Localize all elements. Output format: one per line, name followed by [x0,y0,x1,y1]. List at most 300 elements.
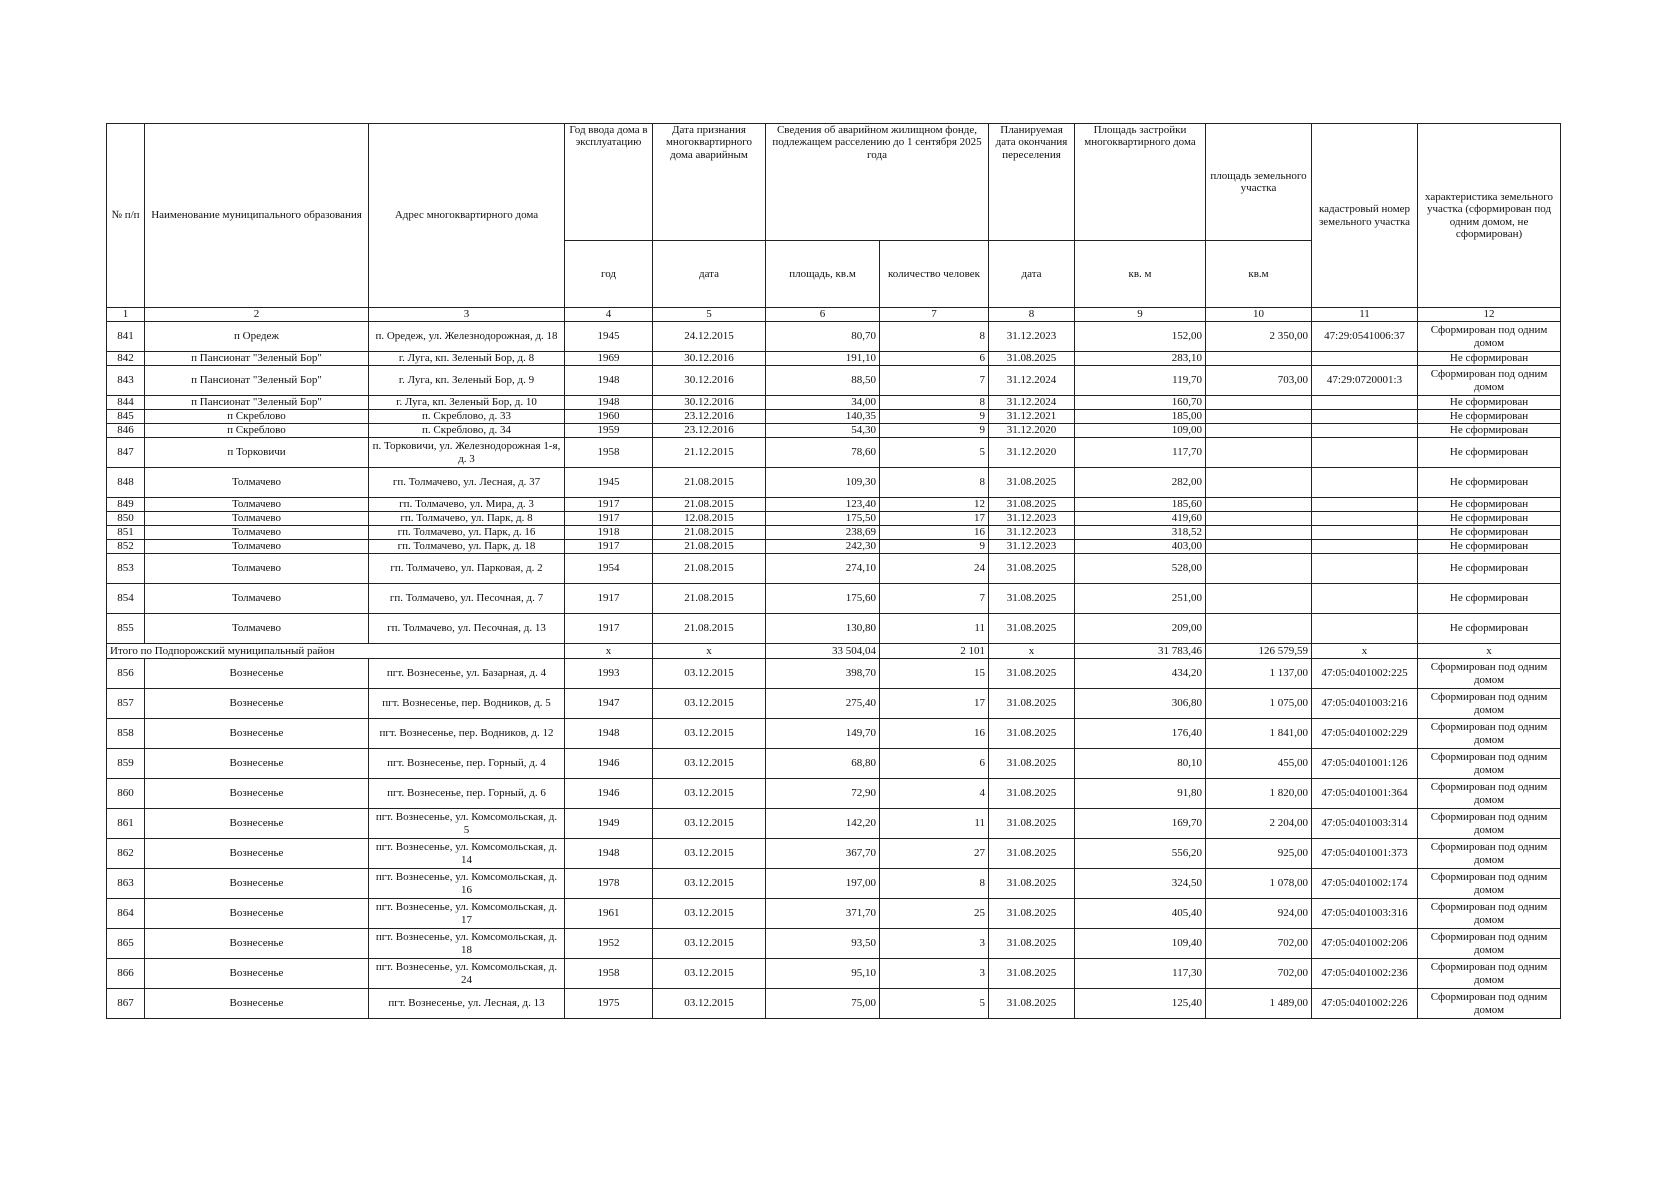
cell-area: 109,30 [766,468,880,498]
cell-plan-date: 31.12.2023 [989,540,1075,554]
cell-municipality: Вознесенье [145,659,369,689]
cell-cadastral-number [1312,424,1418,438]
cell-build-area: 91,80 [1075,779,1206,809]
cell-people: 8 [880,468,989,498]
cell-land-area [1206,468,1312,498]
cell-build-area: 209,00 [1075,614,1206,644]
cell-row-num: 864 [107,899,145,929]
cell-plan-date: 31.08.2025 [989,869,1075,899]
cell-municipality: Вознесенье [145,809,369,839]
column-number: 2 [145,308,369,322]
cell-year: 1945 [565,468,653,498]
cell-area: 175,50 [766,512,880,526]
cell-area: 191,10 [766,352,880,366]
col-header-date: Дата признания многоквартирного дома аварийным [653,124,766,241]
cell-characteristic: Сформирован под одним домом [1418,959,1561,989]
cell-land-area: 1 841,00 [1206,719,1312,749]
cell-year: 1917 [565,540,653,554]
cell-people: 17 [880,512,989,526]
cell-municipality: Вознесенье [145,689,369,719]
cell-row-num: 865 [107,929,145,959]
table-row [107,899,1561,929]
cell-characteristic: Сформирован под одним домом [1418,899,1561,929]
col-header-characteristic: характеристика земельного участка (сформирован под одним домом, не сформирован) [1418,124,1561,308]
cell-land-area: 1 489,00 [1206,989,1312,1019]
cell-characteristic: Не сформирован [1418,614,1561,644]
cell-row-num: 854 [107,584,145,614]
cell-land-area [1206,396,1312,410]
cell-year: 1975 [565,989,653,1019]
cell-plan-date: 31.08.2025 [989,929,1075,959]
table-row [107,959,1561,989]
cell-municipality: п Пансионат "Зеленый Бор" [145,366,369,396]
cell-area: 80,70 [766,322,880,352]
cell-municipality: Толмачево [145,512,369,526]
cell-people: 6 [880,749,989,779]
cell-date: 30.12.2016 [653,396,766,410]
cell-land-area: 702,00 [1206,959,1312,989]
col-header-num: № п/п [107,124,145,308]
cell-date: 21.08.2015 [653,526,766,540]
cell-area: 238,69 [766,526,880,540]
cell-cadastral-number [1312,410,1418,424]
column-number: 7 [880,308,989,322]
cell-build-area: 419,60 [1075,512,1206,526]
cell-year: 1917 [565,512,653,526]
cell-area: 149,70 [766,719,880,749]
cell-date: 21.08.2015 [653,554,766,584]
cell-cadastral-number [1312,498,1418,512]
cell-cadastral-number [1312,526,1418,540]
cell-row-num: 847 [107,438,145,468]
cell-year: 1917 [565,498,653,512]
cell-characteristic: Сформирован под одним домом [1418,989,1561,1019]
cell-build-area: 80,10 [1075,749,1206,779]
cell-cadastral-number [1312,352,1418,366]
cell-land-area [1206,512,1312,526]
cell-date: 03.12.2015 [653,659,766,689]
cell-year: 1954 [565,554,653,584]
cell-date: 03.12.2015 [653,719,766,749]
cell-land-area: 1 075,00 [1206,689,1312,719]
column-number: 5 [653,308,766,322]
cell-plan-date: 31.12.2020 [989,438,1075,468]
table-row [107,352,1561,366]
cell-land-area [1206,614,1312,644]
cell-year: 1947 [565,689,653,719]
cell-land-area: 1 078,00 [1206,869,1312,899]
cell-build-area: 318,52 [1075,526,1206,540]
cell-date: 24.12.2015 [653,322,766,352]
cell-land-area: 1 820,00 [1206,779,1312,809]
cell-cadastral-number: 47:05:0401003:216 [1312,689,1418,719]
cell-cadastral-number: 47:05:0401001:126 [1312,749,1418,779]
cell-address: п. Скреблово, д. 34 [369,424,565,438]
cell-year: 1917 [565,614,653,644]
cell-cadastral-number [1312,584,1418,614]
cell-build-area: 283,10 [1075,352,1206,366]
cell-build-area: 119,70 [1075,366,1206,396]
cell-plan-date: 31.12.2023 [989,526,1075,540]
cell-people: 3 [880,959,989,989]
cell-area: 398,70 [766,659,880,689]
cell-address: п. Торковичи, ул. Железнодорожная 1-я, д. 3 [369,438,565,468]
cell-row-num: 862 [107,839,145,869]
cell-date: 03.12.2015 [653,899,766,929]
col-header-build: Площадь застройки многоквартирного дома [1075,124,1206,241]
cell-row-num: 843 [107,366,145,396]
column-number: 10 [1206,308,1312,322]
cell-cadastral-number: 47:05:0401002:174 [1312,869,1418,899]
cell-land-area: 925,00 [1206,839,1312,869]
cell-area: 175,60 [766,584,880,614]
cell-row-num: 858 [107,719,145,749]
cell-address: пгт. Вознесенье, пер. Водников, д. 12 [369,719,565,749]
cell-address: гп. Толмачево, ул. Парк, д. 18 [369,540,565,554]
cell-characteristic: Не сформирован [1418,396,1561,410]
cell-address: пгт. Вознесенье, ул. Комсомольская, д. 16 [369,869,565,899]
cell-characteristic: Сформирован под одним домом [1418,839,1561,869]
cell-row-num: 856 [107,659,145,689]
col-header-plan: Планируемая дата окончания переселения [989,124,1075,241]
column-number: 6 [766,308,880,322]
cell-land-area: 2 204,00 [1206,809,1312,839]
register-table [106,123,1561,1019]
cell-people: 16 [880,526,989,540]
cell-area: 371,70 [766,899,880,929]
cell-row-num: 861 [107,809,145,839]
cell-municipality: Толмачево [145,526,369,540]
table-row [107,719,1561,749]
cell-row-num: 841 [107,322,145,352]
cell-municipality: п Пансионат "Зеленый Бор" [145,352,369,366]
cell-people: 17 [880,689,989,719]
cell-year: 1948 [565,719,653,749]
cell-date: 21.08.2015 [653,498,766,512]
cell-date: 30.12.2016 [653,366,766,396]
cell-characteristic: Не сформирован [1418,512,1561,526]
cell-row-num: 863 [107,869,145,899]
cell-address: пгт. Вознесенье, пер. Горный, д. 6 [369,779,565,809]
cell-row-num: 849 [107,498,145,512]
column-number: 3 [369,308,565,322]
cell-date: 21.08.2015 [653,540,766,554]
cell-land-area: 2 350,00 [1206,322,1312,352]
cell-plan-date: 31.08.2025 [989,989,1075,1019]
cell-people: 11 [880,614,989,644]
cell-land-area: 924,00 [1206,899,1312,929]
total-body [107,644,1561,659]
cell-build-area: 152,00 [1075,322,1206,352]
table-row [107,989,1561,1019]
subheader-date: дата [653,241,766,308]
cell-build-area: 176,40 [1075,719,1206,749]
total-area: 33 504,04 [766,644,880,659]
column-number: 11 [1312,308,1418,322]
column-number: 12 [1418,308,1561,322]
table-row [107,498,1561,512]
cell-people: 11 [880,809,989,839]
cell-date: 03.12.2015 [653,929,766,959]
cell-people: 24 [880,554,989,584]
cell-plan-date: 31.08.2025 [989,719,1075,749]
cell-row-num: 848 [107,468,145,498]
cell-build-area: 160,70 [1075,396,1206,410]
cell-date: 03.12.2015 [653,779,766,809]
cell-row-num: 851 [107,526,145,540]
cell-date: 03.12.2015 [653,749,766,779]
cell-land-area: 455,00 [1206,749,1312,779]
cell-municipality: Вознесенье [145,869,369,899]
cell-address: г. Луга, кп. Зеленый Бор, д. 8 [369,352,565,366]
cell-people: 8 [880,396,989,410]
total-build: 31 783,46 [1075,644,1206,659]
cell-characteristic: Сформирован под одним домом [1418,719,1561,749]
cell-municipality: Толмачево [145,614,369,644]
table-row [107,749,1561,779]
cell-characteristic: Не сформирован [1418,526,1561,540]
cell-plan-date: 31.12.2024 [989,366,1075,396]
cell-plan-date: 31.08.2025 [989,584,1075,614]
cell-cadastral-number [1312,512,1418,526]
column-number-row [107,308,1561,322]
cell-year: 1952 [565,929,653,959]
cell-area: 275,40 [766,689,880,719]
cell-people: 7 [880,584,989,614]
cell-area: 72,90 [766,779,880,809]
cell-year: 1948 [565,396,653,410]
cell-people: 9 [880,540,989,554]
cell-cadastral-number: 47:05:0401001:364 [1312,779,1418,809]
total-date: x [653,644,766,659]
cell-build-area: 251,00 [1075,584,1206,614]
cell-address: гп. Толмачево, ул. Парковая, д. 2 [369,554,565,584]
cell-row-num: 855 [107,614,145,644]
cell-characteristic: Сформирован под одним домом [1418,809,1561,839]
cell-people: 9 [880,424,989,438]
cell-characteristic: Не сформирован [1418,498,1561,512]
cell-characteristic: Не сформирован [1418,424,1561,438]
cell-characteristic: Сформирован под одним домом [1418,689,1561,719]
total-row [107,644,1561,659]
cell-year: 1960 [565,410,653,424]
table-row [107,366,1561,396]
cell-build-area: 556,20 [1075,839,1206,869]
cell-cadastral-number: 47:05:0401002:206 [1312,929,1418,959]
cell-municipality: п Скреблово [145,424,369,438]
cell-build-area: 117,70 [1075,438,1206,468]
cell-year: 1949 [565,809,653,839]
cell-cadastral-number [1312,554,1418,584]
cell-row-num: 866 [107,959,145,989]
cell-plan-date: 31.08.2025 [989,809,1075,839]
column-number: 4 [565,308,653,322]
cell-year: 1948 [565,839,653,869]
cell-area: 274,10 [766,554,880,584]
cell-build-area: 434,20 [1075,659,1206,689]
cell-cadastral-number: 47:05:0401002:226 [1312,989,1418,1019]
cell-build-area: 109,00 [1075,424,1206,438]
cell-plan-date: 31.08.2025 [989,554,1075,584]
cell-date: 03.12.2015 [653,989,766,1019]
table-row [107,554,1561,584]
cell-municipality: Вознесенье [145,929,369,959]
table-row [107,424,1561,438]
cell-characteristic: Сформирован под одним домом [1418,366,1561,396]
col-header-land: площадь земельного участка [1206,124,1312,241]
table-row [107,584,1561,614]
table-row [107,839,1561,869]
cell-cadastral-number: 47:05:0401002:229 [1312,719,1418,749]
col-header-address: Адрес многоквартирного дома [369,124,565,308]
cell-plan-date: 31.12.2021 [989,410,1075,424]
cell-plan-date: 31.08.2025 [989,959,1075,989]
cell-address: г. Луга, кп. Зеленый Бор, д. 9 [369,366,565,396]
cell-build-area: 169,70 [1075,809,1206,839]
cell-row-num: 867 [107,989,145,1019]
table-row [107,929,1561,959]
cell-people: 25 [880,899,989,929]
cell-date: 03.12.2015 [653,809,766,839]
table-row [107,468,1561,498]
total-plan: x [989,644,1075,659]
cell-row-num: 857 [107,689,145,719]
col-header-cadastral: кадастровый номер земельного участка [1312,124,1418,308]
cell-area: 142,20 [766,809,880,839]
cell-address: гп. Толмачево, ул. Мира, д. 3 [369,498,565,512]
cell-characteristic: Не сформирован [1418,584,1561,614]
cell-year: 1959 [565,424,653,438]
cell-build-area: 282,00 [1075,468,1206,498]
cell-area: 78,60 [766,438,880,468]
total-year: x [565,644,653,659]
cell-address: пгт. Вознесенье, ул. Комсомольская, д. 18 [369,929,565,959]
cell-plan-date: 31.12.2020 [989,424,1075,438]
cell-people: 5 [880,438,989,468]
table-row [107,396,1561,410]
cell-address: гп. Толмачево, ул. Песочная, д. 7 [369,584,565,614]
cell-cadastral-number: 47:05:0401002:225 [1312,659,1418,689]
cell-address: пгт. Вознесенье, пер. Горный, д. 4 [369,749,565,779]
cell-date: 12.08.2015 [653,512,766,526]
cell-municipality: Вознесенье [145,989,369,1019]
cell-municipality: Толмачево [145,584,369,614]
table-row [107,512,1561,526]
cell-address: гп. Толмачево, ул. Лесная, д. 37 [369,468,565,498]
cell-municipality: Вознесенье [145,959,369,989]
total-characteristic: x [1418,644,1561,659]
cell-area: 123,40 [766,498,880,512]
cell-year: 1945 [565,322,653,352]
cell-build-area: 403,00 [1075,540,1206,554]
table-row [107,659,1561,689]
column-number: 9 [1075,308,1206,322]
cell-build-area: 109,40 [1075,929,1206,959]
cell-plan-date: 31.08.2025 [989,839,1075,869]
cell-cadastral-number [1312,438,1418,468]
subheader-year: год [565,241,653,308]
cell-year: 1993 [565,659,653,689]
cell-address: пгт. Вознесенье, ул. Базарная, д. 4 [369,659,565,689]
cell-date: 23.12.2016 [653,410,766,424]
cell-area: 54,30 [766,424,880,438]
cell-address: пгт. Вознесенье, пер. Водников, д. 5 [369,689,565,719]
cell-address: г. Луга, кп. Зеленый Бор, д. 10 [369,396,565,410]
cell-plan-date: 31.08.2025 [989,498,1075,512]
cell-people: 9 [880,410,989,424]
cell-municipality: п Торковичи [145,438,369,468]
cell-year: 1948 [565,366,653,396]
total-cadastral: x [1312,644,1418,659]
cell-area: 242,30 [766,540,880,554]
cell-characteristic: Не сформирован [1418,352,1561,366]
cell-date: 23.12.2016 [653,424,766,438]
table-row [107,809,1561,839]
cell-address: п. Оредеж, ул. Железнодорожная, д. 18 [369,322,565,352]
cell-cadastral-number: 47:29:0720001:3 [1312,366,1418,396]
cell-address: пгт. Вознесенье, ул. Комсомольская, д. 14 [369,839,565,869]
cell-date: 21.08.2015 [653,614,766,644]
cell-area: 93,50 [766,929,880,959]
cell-build-area: 405,40 [1075,899,1206,929]
cell-cadastral-number [1312,614,1418,644]
cell-characteristic: Не сформирован [1418,554,1561,584]
cell-address: п. Скреблово, д. 33 [369,410,565,424]
cell-land-area [1206,352,1312,366]
cell-characteristic: Не сформирован [1418,540,1561,554]
cell-row-num: 844 [107,396,145,410]
cell-cadastral-number: 47:29:0541006:37 [1312,322,1418,352]
subheader-land: кв.м [1206,241,1312,308]
cell-people: 15 [880,659,989,689]
cell-date: 03.12.2015 [653,839,766,869]
cell-cadastral-number: 47:05:0401003:314 [1312,809,1418,839]
table-body-b [107,659,1561,1019]
cell-plan-date: 31.08.2025 [989,899,1075,929]
header-row [107,124,1561,241]
cell-municipality: Толмачево [145,554,369,584]
cell-year: 1978 [565,869,653,899]
cell-build-area: 117,30 [1075,959,1206,989]
cell-year: 1958 [565,959,653,989]
subheader-plan: дата [989,241,1075,308]
cell-cadastral-number [1312,468,1418,498]
cell-plan-date: 31.08.2025 [989,468,1075,498]
cell-address: гп. Толмачево, ул. Парк, д. 16 [369,526,565,540]
total-label: Итого по Подпорожский муниципальный район [107,644,565,659]
cell-build-area: 528,00 [1075,554,1206,584]
cell-build-area: 125,40 [1075,989,1206,1019]
cell-people: 7 [880,366,989,396]
cell-characteristic: Сформирован под одним домом [1418,322,1561,352]
cell-land-area [1206,526,1312,540]
cell-area: 34,00 [766,396,880,410]
cell-row-num: 846 [107,424,145,438]
cell-characteristic: Сформирован под одним домом [1418,659,1561,689]
table-body-a [107,322,1561,644]
cell-year: 1917 [565,584,653,614]
cell-people: 5 [880,989,989,1019]
table-row [107,689,1561,719]
cell-address: пгт. Вознесенье, ул. Комсомольская, д. 17 [369,899,565,929]
cell-people: 16 [880,719,989,749]
table-row [107,540,1561,554]
cell-area: 95,10 [766,959,880,989]
total-people: 2 101 [880,644,989,659]
cell-municipality: Вознесенье [145,899,369,929]
cell-characteristic: Сформирован под одним домом [1418,749,1561,779]
cell-build-area: 185,60 [1075,498,1206,512]
